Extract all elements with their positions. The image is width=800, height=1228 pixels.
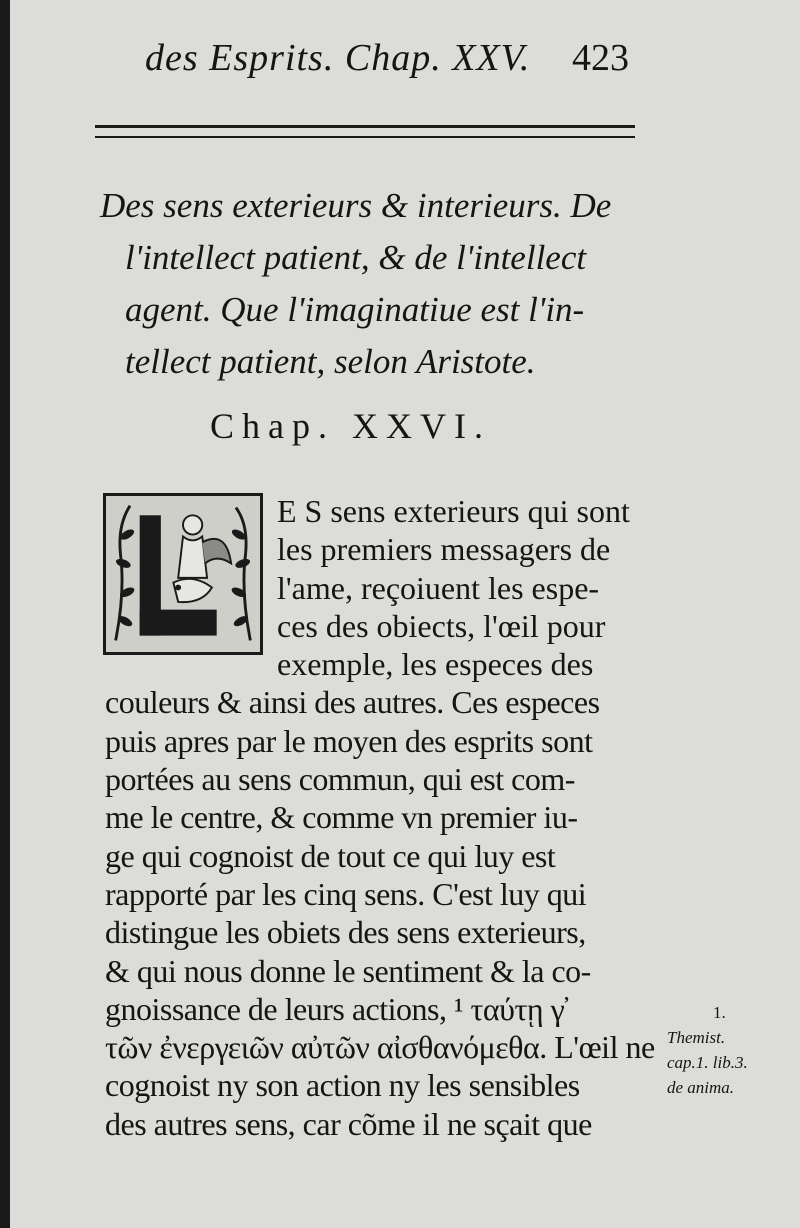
body-line: distingue les obiets des sens exterieurs, — [105, 914, 586, 951]
body-line: rapporté par les cinq sens. C'est luy qui — [105, 875, 587, 912]
body-line: & qui nous donne le sentiment & la co- — [105, 952, 591, 989]
chapter-heading: Chap. XXVI. — [210, 406, 491, 446]
note-number: 1. — [713, 1003, 726, 1022]
rule-top — [95, 125, 635, 128]
summary-line: agent. Que l'imaginatiue est l'in- — [125, 290, 585, 329]
body-line: l'ame, reçoiuent les espe- — [277, 569, 600, 606]
body-line: ge qui cognoist de tout ce qui luy est — [105, 837, 556, 874]
running-head: des Esprits. Chap. XXV. — [145, 37, 531, 79]
body-line: ces des obiects, l'œil pour — [277, 607, 606, 644]
body-line: les premiers messagers de — [277, 531, 611, 568]
body-line: exemple, les especes des — [277, 646, 594, 683]
chapter-summary — [100, 180, 660, 388]
header-rules — [95, 125, 635, 146]
page-number: 423 — [572, 37, 629, 79]
summary-line: tellect patient, selon Aristote. — [125, 342, 536, 381]
body-line: portées au sens commun, qui est com- — [105, 761, 575, 798]
body-line: gnoissance de leurs actions, ¹ ταύτῃ γ̕ — [105, 990, 565, 1027]
note-line: Themist. — [667, 1028, 726, 1047]
summary-line: Des sens exterieurs & interieurs. De — [100, 186, 612, 225]
body-line-greek: τῶν ἐνεργειῶν αὐτῶν αἰσθανόμεθα. L'œil ne — [105, 1029, 655, 1066]
page-header — [10, 30, 800, 90]
body-line: des autres sens, car cõme il ne sçait que — [105, 1105, 592, 1142]
body-line: cognoist ny son action ny les sensibles — [105, 1067, 580, 1104]
body-line: couleurs & ainsi des autres. Ces especes — [105, 684, 600, 721]
marginal-note — [667, 1000, 777, 1100]
body-line: puis apres par le moyen des esprits sont — [105, 722, 593, 759]
body-line: E S sens exterieurs qui sont — [277, 493, 630, 529]
note-line: de anima. — [667, 1078, 735, 1097]
body-line: me le centre, & comme vn premier iu- — [105, 799, 578, 836]
summary-line: l'intellect patient, & de l'intellect — [125, 238, 587, 277]
note-line: cap.1. lib.3. — [667, 1053, 748, 1072]
rule-bottom — [95, 136, 635, 138]
book-page — [10, 0, 800, 1228]
body-text — [105, 492, 665, 1143]
